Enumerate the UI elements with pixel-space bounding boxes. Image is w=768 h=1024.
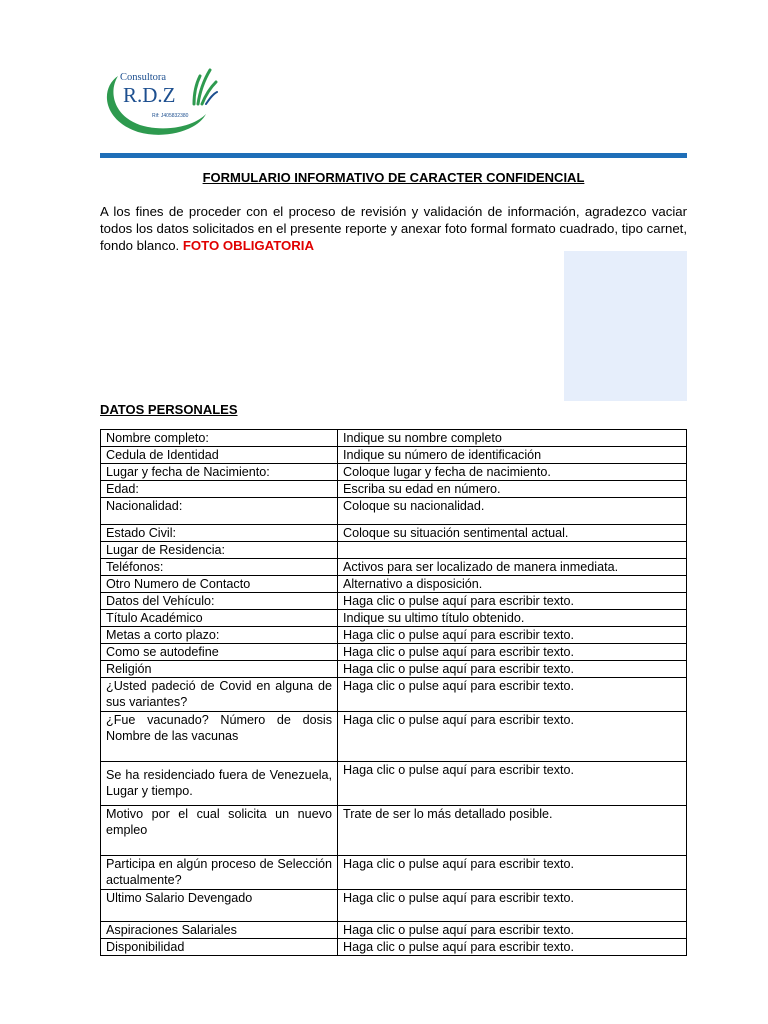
field-label: ¿Usted padeció de Covid en alguna de sus variantes? (101, 678, 338, 712)
field-value[interactable]: Haga clic o pulse aquí para escribir texto. (338, 939, 687, 956)
table-row (101, 939, 687, 956)
field-label: Datos del Vehículo: (101, 593, 338, 610)
field-value[interactable]: Haga clic o pulse aquí para escribir texto. (338, 644, 687, 661)
field-label: Religión (101, 661, 338, 678)
field-label: Estado Civil: (101, 525, 338, 542)
field-label: Disponibilidad (101, 939, 338, 956)
field-label: Cedula de Identidad (101, 447, 338, 464)
field-label: Nacionalidad: (101, 498, 338, 525)
field-value[interactable]: Haga clic o pulse aquí para escribir texto. (338, 661, 687, 678)
field-value[interactable] (338, 542, 687, 559)
table-row (101, 542, 687, 559)
field-value[interactable]: Haga clic o pulse aquí para escribir texto. (338, 856, 687, 890)
field-label: Motivo por el cual solicita un nuevo empleo (101, 806, 338, 856)
field-label: ¿Fue vacunado? Número de dosis Nombre de las vacunas (101, 712, 338, 762)
field-value[interactable]: Haga clic o pulse aquí para escribir texto. (338, 627, 687, 644)
field-label: Teléfonos: (101, 559, 338, 576)
table-row (101, 890, 687, 922)
field-label: Metas a corto plazo: (101, 627, 338, 644)
field-value[interactable]: Haga clic o pulse aquí para escribir texto. (338, 762, 687, 806)
table-row (101, 762, 687, 806)
section-title: DATOS PERSONALES (100, 402, 238, 417)
company-logo (100, 62, 218, 140)
table-row (101, 464, 687, 481)
table-row (101, 447, 687, 464)
table-row (101, 856, 687, 890)
intro-text: A los fines de proceder con el proceso de revisión y validación de información, agradezco vaciar todos los datos solicitados en el presente reporte y anexar foto formal formato cuadrado, tipo carnet, fondo blanco. (100, 204, 687, 253)
field-label: Como se autodefine (101, 644, 338, 661)
logo-text-consultora: Consultora (120, 72, 167, 83)
field-label: Lugar de Residencia: (101, 542, 338, 559)
table-row (101, 430, 687, 447)
table-row (101, 806, 687, 856)
logo-text-rdz: R.D.Z (123, 83, 176, 107)
field-label: Otro Numero de Contacto (101, 576, 338, 593)
photo-required-warning: FOTO OBLIGATORIA (182, 238, 314, 253)
table-row (101, 627, 687, 644)
photo-placeholder[interactable] (564, 251, 687, 401)
table-row (101, 593, 687, 610)
field-value[interactable]: Haga clic o pulse aquí para escribir texto. (338, 890, 687, 922)
field-value[interactable]: Haga clic o pulse aquí para escribir texto. (338, 712, 687, 762)
field-value[interactable]: Indique su ultimo título obtenido. (338, 610, 687, 627)
field-value[interactable]: Coloque lugar y fecha de nacimiento. (338, 464, 687, 481)
field-value[interactable]: Activos para ser localizado de manera inmediata. (338, 559, 687, 576)
field-value[interactable]: Indique su número de identificación (338, 447, 687, 464)
form-title: FORMULARIO INFORMATIVO DE CARACTER CONFIDENCIAL (202, 170, 585, 185)
field-label: Nombre completo: (101, 430, 338, 447)
intro-paragraph (100, 203, 687, 254)
table-row (101, 922, 687, 939)
personal-data-table (100, 429, 687, 956)
table-row (101, 661, 687, 678)
field-value[interactable]: Haga clic o pulse aquí para escribir texto. (338, 593, 687, 610)
table-row (101, 576, 687, 593)
table-row (101, 678, 687, 712)
field-value[interactable]: Coloque su situación sentimental actual. (338, 525, 687, 542)
table-row (101, 712, 687, 762)
logo-leaves (194, 70, 216, 104)
field-label: Título Académico (101, 610, 338, 627)
table-row (101, 498, 687, 525)
header-rule (100, 153, 687, 158)
field-value[interactable]: Alternativo a disposición. (338, 576, 687, 593)
field-label: Ultimo Salario Devengado (101, 890, 338, 922)
table-row (101, 644, 687, 661)
table-row (101, 525, 687, 542)
table-row (101, 559, 687, 576)
field-value[interactable]: Indique su nombre completo (338, 430, 687, 447)
field-value[interactable]: Haga clic o pulse aquí para escribir texto. (338, 678, 687, 712)
logo-text-rif: Rif: J405832380 (152, 113, 189, 119)
field-label: Participa en algún proceso de Selección actualmente? (101, 856, 338, 890)
field-label: Se ha residenciado fuera de Venezuela, Lugar y tiempo. (101, 762, 338, 806)
field-value[interactable]: Escriba su edad en número. (338, 481, 687, 498)
field-value[interactable]: Haga clic o pulse aquí para escribir texto. (338, 922, 687, 939)
table-row (101, 481, 687, 498)
field-label: Edad: (101, 481, 338, 498)
table-row (101, 610, 687, 627)
field-label: Aspiraciones Salariales (101, 922, 338, 939)
field-value[interactable]: Trate de ser lo más detallado posible. (338, 806, 687, 856)
field-value[interactable]: Coloque su nacionalidad. (338, 498, 687, 525)
field-label: Lugar y fecha de Nacimiento: (101, 464, 338, 481)
